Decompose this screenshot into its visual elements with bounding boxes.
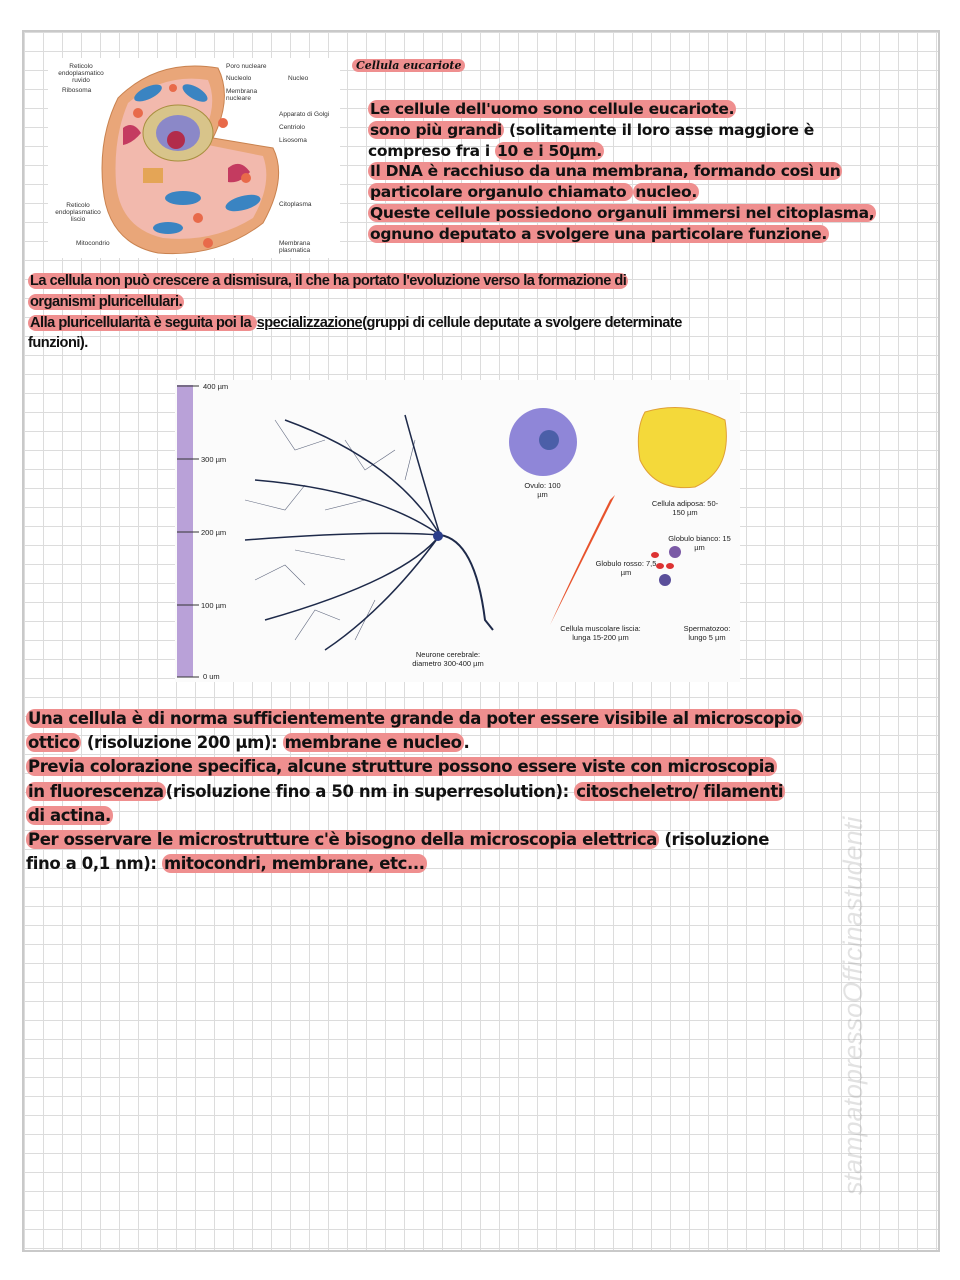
section-title: Cellula eucariote	[352, 59, 465, 72]
label-ovulo: Ovulo: 100 µm	[524, 481, 561, 499]
scale-200: 200 µm	[201, 528, 227, 537]
text-line	[26, 731, 803, 755]
label-citoplasma: Citoplasma	[279, 201, 312, 208]
text-line	[368, 224, 876, 245]
highlighted-text: Una cellula è di norma sufficientemente grande da poter essere visibile al microscopio	[28, 709, 802, 728]
highlighted-text: particolare organulo chiamato	[370, 183, 632, 202]
text-line	[26, 755, 803, 779]
label-neurone: Neurone cerebrale: diametro 300-400 µm	[412, 650, 484, 668]
highlighted-text: Il DNA è racchiuso da una membrana, formando così un	[370, 162, 841, 181]
cell-size-illustration	[175, 380, 740, 682]
label-poro-nucleare: Poro nucleare	[226, 63, 267, 70]
label-lisosoma: Lisosoma	[279, 137, 307, 144]
text-segment: (risoluzione fino a 50 nm in superresolution):	[165, 781, 575, 801]
highlighted-text: in fluorescenza	[28, 781, 164, 801]
text-line	[368, 141, 876, 162]
text-segment: (solitamente il loro asse maggiore è	[503, 120, 815, 139]
watermark: stampatopressoOfficinastudenti	[838, 816, 868, 1195]
paragraph-microscopy	[26, 707, 803, 876]
text-segment: fino a 0,1 nm):	[26, 854, 162, 874]
label-golgi: Apparato di Golgi	[279, 111, 330, 118]
paragraph-eukaryotic-cells	[368, 99, 876, 245]
text-line	[368, 203, 876, 224]
highlighted-text: di actina.	[28, 805, 111, 825]
label-nucleolo: Nucleolo	[226, 75, 252, 82]
text-segment: (risoluzione	[659, 830, 770, 850]
text-line	[26, 780, 803, 804]
text-line	[28, 333, 682, 354]
paragraph-multicellularity	[28, 271, 682, 354]
highlighted-text: Le cellule dell'uomo sono cellule eucariote.	[370, 100, 735, 118]
underlined-text: specializzazione	[256, 314, 363, 331]
label-ser: Reticolo endoplasmatico liscio	[55, 202, 101, 223]
cell-size-comparison-figure	[175, 380, 740, 682]
label-adiposa: Cellula adiposa: 50-150 µm	[651, 499, 719, 517]
text-segment: (gruppi di cellule deputate a svolgere determinate	[362, 314, 682, 331]
label-ribosoma: Ribosoma	[62, 87, 92, 94]
highlighted-text: mitocondri, membrane, etc...	[163, 854, 425, 874]
text-line	[28, 271, 682, 292]
eukaryotic-cell-diagram	[48, 58, 340, 258]
text-line	[368, 161, 876, 182]
label-membrana-plasmatica: Membrana plasmatica	[279, 240, 311, 254]
text-segment: funzioni).	[28, 335, 88, 352]
label-centriolo: Centriolo	[279, 124, 306, 131]
text-line	[368, 182, 876, 203]
highlighted-text: nucleo.	[635, 183, 697, 202]
text-line	[368, 99, 876, 120]
text-line	[26, 707, 803, 731]
label-muscolare: Cellula muscolare liscia: lunga 15-200 µm	[560, 624, 641, 642]
highlighted-text: sono più grandi	[370, 120, 502, 139]
highlighted-text: 10 e i 50µm.	[496, 141, 602, 160]
text-segment: (risoluzione 200 µm):	[81, 733, 283, 753]
cell-illustration	[48, 58, 340, 258]
label-rer: Reticolo endoplasmatico ruvido	[58, 63, 104, 84]
highlighted-text: ognuno deputato a svolgere una particolare funzione.	[370, 224, 827, 243]
scale-400: 400 µm	[203, 382, 229, 391]
highlighted-text: Queste cellule possiedono organuli immersi nel citoplasma,	[370, 203, 875, 222]
highlighted-text: ottico	[28, 733, 80, 753]
text-segment: compreso fra i	[368, 141, 495, 160]
highlighted-text: membrane e nucleo	[284, 733, 462, 753]
highlighted-text: Previa colorazione specifica, alcune strutture possono essere viste con microscopia	[28, 757, 775, 777]
text-line	[28, 292, 682, 313]
label-globulo-rosso: Globulo rosso: 7,5 µm	[595, 559, 657, 577]
text-line	[26, 828, 803, 852]
scale-0: 0 um	[203, 672, 220, 681]
text-segment: .	[463, 733, 470, 753]
scale-300: 300 µm	[201, 455, 227, 464]
label-membrana-nucleare: Membrana nucleare	[226, 88, 258, 102]
highlighted-text: organismi pluricellulari.	[30, 293, 183, 310]
label-nucleo: Nucleo	[288, 75, 309, 82]
label-spermatozoo: Spermatozoo: lungo 5 µm	[683, 624, 731, 642]
text-line	[28, 313, 682, 334]
highlighted-text: Alla pluricellularità è seguita poi la	[30, 314, 255, 331]
text-line	[26, 804, 803, 828]
highlighted-text: Per osservare le microstrutture c'è bisogno della microscopia elettrica	[28, 830, 658, 850]
text-line	[26, 852, 803, 876]
text-line	[368, 120, 876, 141]
scale-100: 100 µm	[201, 601, 227, 610]
label-globulo-bianco: Globulo bianco: 15 µm	[668, 534, 731, 552]
highlighted-text: citoscheletro/ filamenti	[576, 781, 784, 801]
highlighted-text: La cellula non può crescere a dismisura, il che ha portato l'evoluzione verso la formazione di	[30, 273, 627, 289]
label-mitocondrio: Mitocondrio	[76, 240, 110, 247]
